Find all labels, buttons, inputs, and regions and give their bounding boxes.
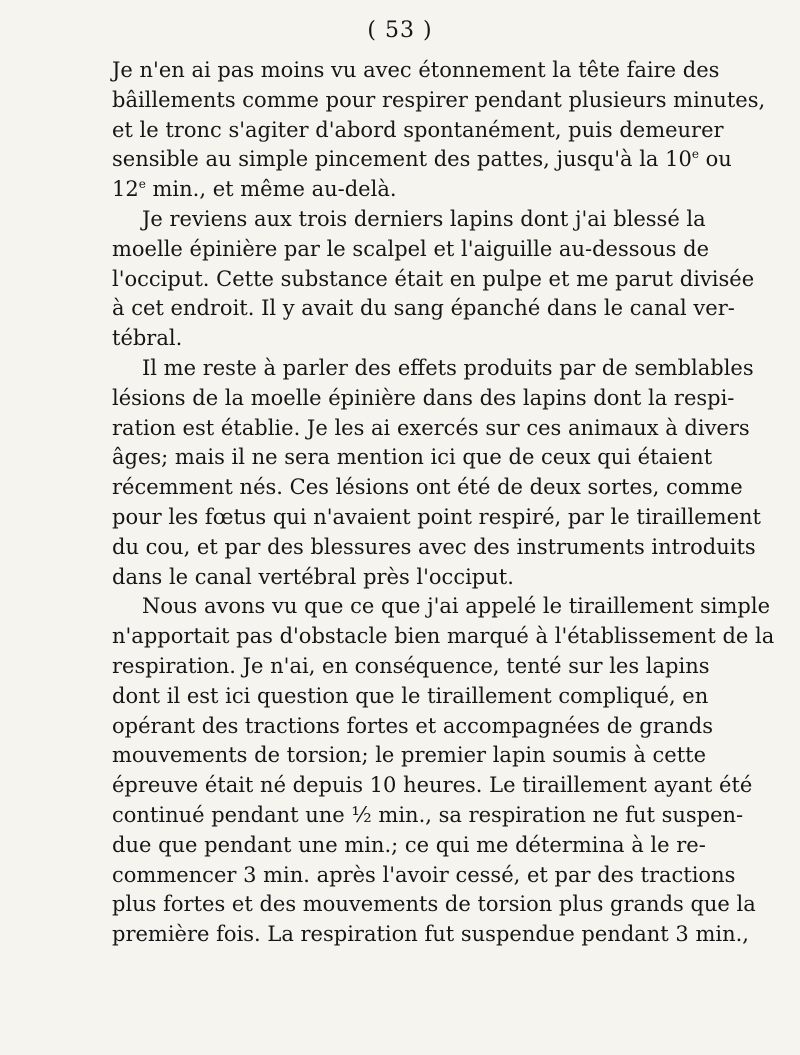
text-line: Nous avons vu que ce que j'ai appelé le tiraillement simple (142, 594, 771, 619)
text-line: âges; mais il ne sera mention ici que de ceux qui étaient (112, 445, 713, 470)
text-line: Je reviens aux trois derniers lapins dont j'ai blessé la (142, 206, 706, 231)
text-line: dans le canal vertébral près l'occiput. (112, 564, 514, 589)
text-line: et le tronc s'agiter d'abord spontanément, puis demeurer (112, 117, 724, 142)
text-line: épreuve était né depuis 10 heures. Le tiraillement ayant été (112, 773, 753, 798)
text-line: respiration. Je n'ai, en conséquence, tenté sur les lapins (112, 653, 710, 678)
text-line: plus fortes et des mouvements de torsion plus grands que la (112, 892, 756, 917)
body-text (112, 56, 775, 950)
paragraph-3 (112, 354, 761, 592)
text-line: ration est établie. Je les ai exercés sur ces animaux à divers (112, 415, 750, 440)
text-line: du cou, et par des blessures avec des instruments introduits (112, 534, 756, 559)
text-line: commencer 3 min. après l'avoir cessé, et par des tractions (112, 862, 736, 887)
text-line: Je n'en ai pas moins vu avec étonnement la tête faire des (112, 58, 720, 82)
text-line: n'apportait pas d'obstacle bien marqué à l'établissement de la (112, 624, 775, 649)
paragraph-1 (112, 56, 766, 205)
text-line: mouvements de torsion; le premier lapin soumis à cette (112, 743, 707, 768)
text-line: pour les fœtus qui n'avaient point respiré, par le tiraillement (112, 504, 761, 529)
text-line: sensible au simple pincement des pattes, jusqu'à la 10e ou (112, 147, 732, 172)
text-line: l'occiput. Cette substance était en pulpe et me parut divisée (112, 266, 755, 291)
text-line: tébral. (112, 326, 183, 351)
text-line: première fois. La respiration fut suspendue pendant 3 min., (112, 922, 749, 947)
text-line: opérant des tractions fortes et accompagnées de grands (112, 713, 714, 738)
paragraph-4 (112, 592, 775, 950)
text-line: récemment nés. Ces lésions ont été de deux sortes, comme (112, 475, 743, 500)
text-line: à cet endroit. Il y avait du sang épanché dans le canal ver- (112, 296, 735, 321)
text-line: continué pendant une ½ min., sa respiration ne fut suspen- (112, 802, 744, 827)
text-line: due que pendant une min.; ce qui me détermina à le re- (112, 832, 706, 857)
page-number: ( 53 ) (367, 18, 433, 43)
text-line: dont il est ici question que le tiraillement compliqué, en (112, 683, 709, 708)
paragraph-2 (112, 205, 755, 354)
text-line: moelle épinière par le scalpel et l'aiguille au-dessous de (112, 236, 709, 261)
text-line: bâillements comme pour respirer pendant plusieurs minutes, (112, 87, 766, 112)
text-line: lésions de la moelle épinière dans des lapins dont la respi- (112, 385, 735, 410)
text-line: Il me reste à parler des effets produits par de semblables (142, 355, 754, 380)
text-line: 12e min., et même au-delà. (112, 177, 397, 202)
